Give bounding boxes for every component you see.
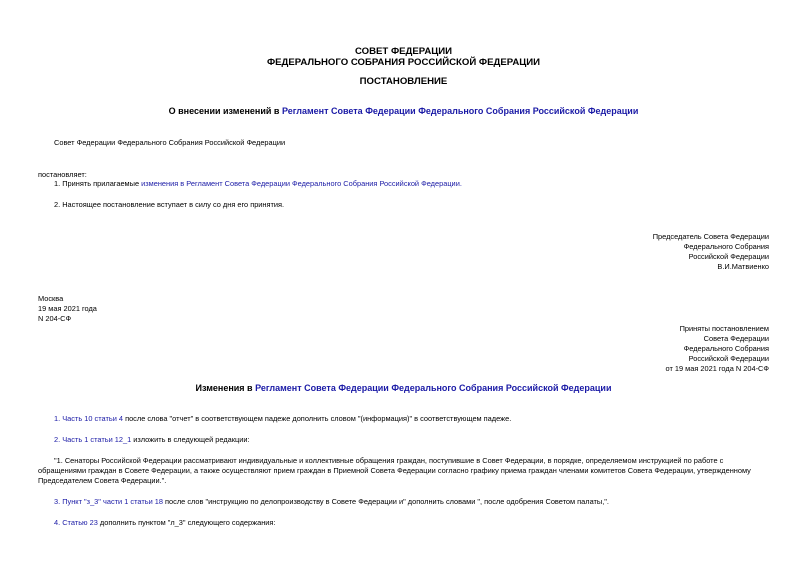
change-2-part-link[interactable]: Часть 1 bbox=[62, 435, 89, 444]
date: 19 мая 2021 года bbox=[38, 304, 97, 313]
document-title bbox=[0, 106, 807, 117]
change-4-text: дополнить пунктом "л_3" следующего содержания: bbox=[97, 518, 276, 527]
place: Москва bbox=[38, 294, 64, 303]
change-3 bbox=[54, 497, 609, 507]
issuer: Совет Федерации Федерального Собрания Российской Федерации bbox=[54, 138, 286, 147]
title-prefix: О внесении изменений в bbox=[168, 106, 282, 116]
adopted-line-4: Российской Федерации bbox=[688, 354, 769, 363]
changes-title-regulation-link[interactable]: Регламент Совета Федерации Федерального Собрания Российской Федерации bbox=[255, 383, 612, 393]
change-2-article-link[interactable]: статьи 12_1 bbox=[90, 435, 132, 444]
change-3-point-link[interactable]: Пункт "з_3" bbox=[62, 497, 101, 506]
resolves: постановляет: bbox=[38, 170, 87, 179]
adopted-line-5: от 19 мая 2021 года N 204-СФ bbox=[665, 364, 769, 373]
signature-line-2: Федерального Собрания bbox=[683, 242, 769, 251]
change-1-number: 1. bbox=[54, 414, 63, 423]
item-1-suffix: . bbox=[459, 179, 462, 188]
title-regulation-link[interactable]: Регламент Совета Федерации Федерального Собрания Российской Федерации bbox=[281, 106, 639, 116]
adopted-line-1: Приняты постановлением bbox=[679, 324, 769, 333]
item-2: 2. Настоящее постановление вступает в силу со дня его принятия. bbox=[54, 200, 285, 209]
change-4 bbox=[54, 518, 275, 528]
document-number: N 204-СФ bbox=[38, 314, 72, 323]
change-4-number: 4. bbox=[54, 518, 63, 527]
change-2-quote: "1. Сенаторы Российской Федерации рассматривают индивидуальные и коллективные обращения граждан, поступившие в Совет Федерации, в порядке, определяемом инструкцией по работе с обращениями граждан в Совете Федерации, а также осуществляют прием граждан в Приемной Совета Федерации согласно графику приема граждан членами комитетов Совета Федерации, утвержденному Председателем Совета Федерации.". bbox=[38, 456, 751, 485]
change-1-article-link[interactable]: статьи 4 bbox=[94, 414, 124, 423]
change-2-number: 2. bbox=[54, 435, 63, 444]
item-1 bbox=[54, 179, 462, 189]
header-line-1: СОВЕТ ФЕДЕРАЦИИ bbox=[354, 46, 453, 57]
change-2 bbox=[54, 435, 250, 445]
change-3-article-link[interactable]: статьи 18 bbox=[130, 497, 163, 506]
change-3-number: 3. bbox=[54, 497, 63, 506]
document-type: ПОСТАНОВЛЕНИЕ bbox=[359, 76, 448, 87]
change-3-part-link[interactable]: части 1 bbox=[102, 497, 129, 506]
signatory-name: В.И.Матвиенко bbox=[717, 262, 769, 271]
change-2-text: изложить в следующей редакции: bbox=[131, 435, 250, 444]
item-1-changes-link[interactable]: изменения в Регламент Совета Федерации Федерального Собрания Российской Федерации bbox=[141, 179, 460, 188]
change-4-article-link[interactable]: Статью 23 bbox=[62, 518, 98, 527]
change-3-text: после слов "инструкцию по делопроизводству в Совете Федерации и" дополнить словами ", после одобрения Советом палаты,". bbox=[162, 497, 609, 506]
changes-title-prefix: Изменения в bbox=[195, 383, 256, 393]
signature-line-3: Российской Федерации bbox=[688, 252, 769, 261]
change-1-part-link[interactable]: Часть 10 bbox=[62, 414, 93, 423]
change-1 bbox=[54, 414, 511, 424]
changes-title bbox=[0, 383, 807, 394]
adopted-line-3: Федерального Собрания bbox=[683, 344, 769, 353]
signature-line-1: Председатель Совета Федерации bbox=[652, 232, 769, 241]
change-1-text: после слова "отчет" в соответствующем падеже дополнить словом "(информация)" в соответствующем падеже. bbox=[123, 414, 512, 423]
adopted-line-2: Совета Федерации bbox=[703, 334, 769, 343]
header-line-2: ФЕДЕРАЛЬНОГО СОБРАНИЯ РОССИЙСКОЙ ФЕДЕРАЦИИ bbox=[266, 57, 541, 68]
item-1-prefix: 1. Принять прилагаемые bbox=[54, 179, 142, 188]
